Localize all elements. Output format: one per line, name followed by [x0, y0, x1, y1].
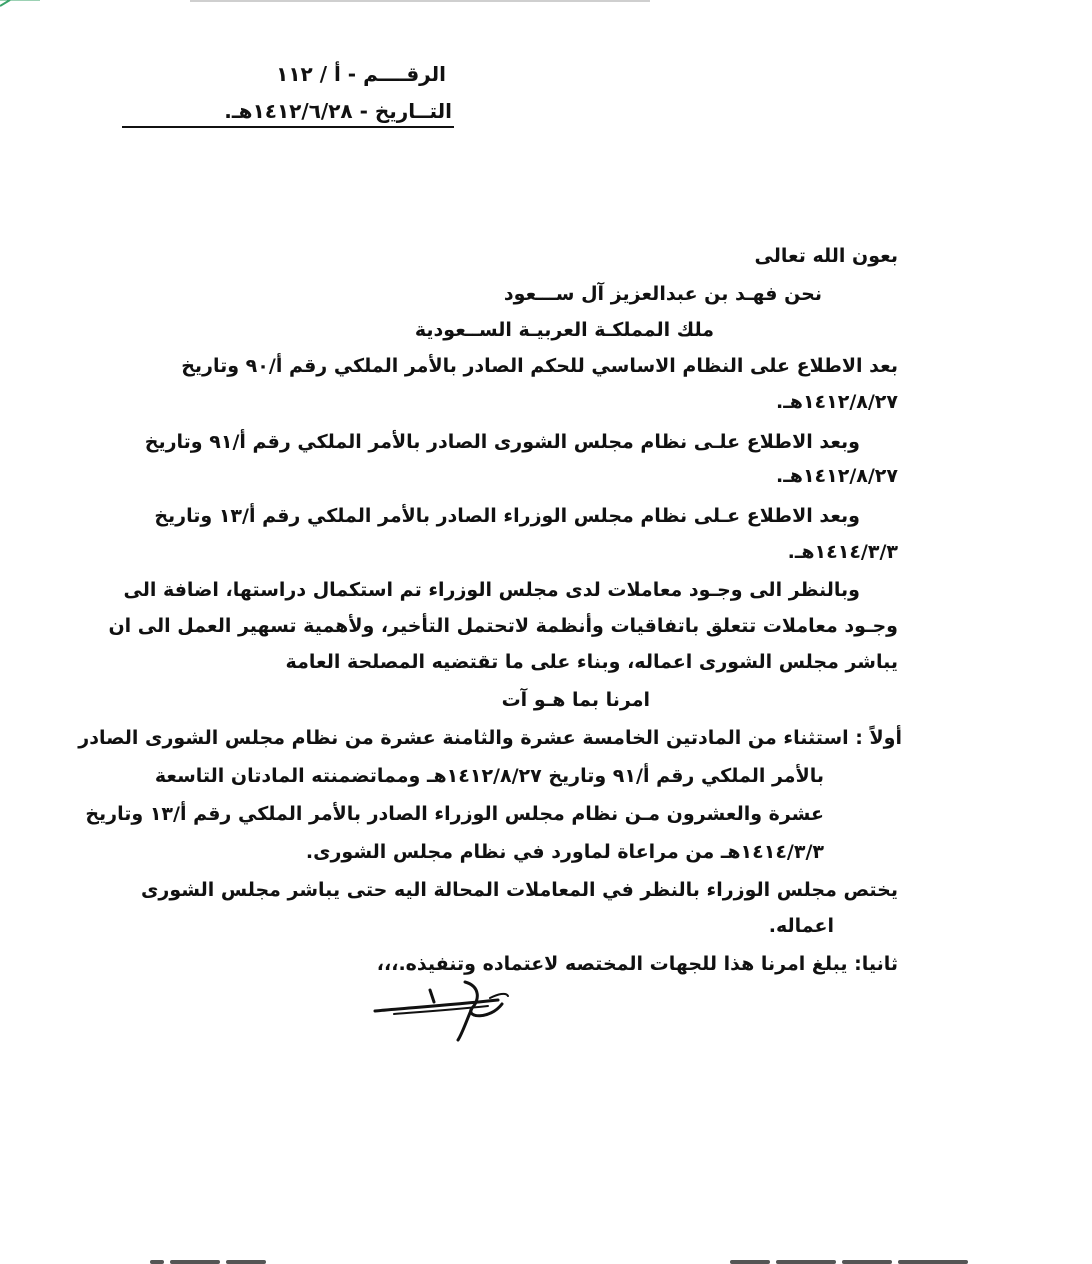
- body-line: ١٤١٢/٨/٢٧هـ.: [776, 465, 898, 487]
- body-line: ١٤١٤/٣/٣هـ من مراعاة لماورد في نظام مجلس الشورى.: [305, 841, 824, 863]
- header-underline: [122, 126, 454, 128]
- footer-fragment-left: [150, 1250, 266, 1264]
- body-line: اعماله.: [768, 915, 834, 937]
- body-line: يختص مجلس الوزراء بالنظر في المعاملات المحالة اليه حتى يباشر مجلس الشورى: [141, 879, 898, 901]
- king-name: نحن فهـد بن عبدالعزيز آل ســـعود: [503, 283, 822, 305]
- corner-mark-icon: [0, 0, 40, 20]
- body-line: عشرة والعشرون مـن نظام مجلس الوزراء الصادر بالأمر الملكي رقم أ/١٣ وتاريخ: [85, 803, 824, 825]
- body-line: وجـود معاملات تتعلق باتفاقيات وأنظمة لاتحتمل التأخير، ولأهمية تسهير العمل الى ان: [108, 615, 898, 637]
- handwritten-signature-icon: [370, 978, 510, 1048]
- body-line: بالأمر الملكي رقم أ/٩١ وتاريخ ١٤١٢/٨/٢٧هـ ومماتضمنته المادتان التاسعة: [154, 765, 824, 787]
- body-line: ١٤١٢/٨/٢٧هـ.: [776, 391, 898, 413]
- footer-fragment-right: [730, 1250, 968, 1264]
- king-title: ملك المملكـة العربيـة الســعودية: [414, 319, 714, 341]
- command-heading: امرنا بما هـو آت: [501, 689, 650, 711]
- body-line: ثانيا: يبلغ امرنا هذا للجهات المختصه لاعتماده وتنفيذه.،،،: [376, 953, 898, 975]
- body-line: أولاً : استثناء من المادتين الخامسة عشرة والثامنة عشرة من نظام مجلس الشورى الصادر: [78, 727, 902, 749]
- body-line: وبالنظر الى وجـود معاملات لدى مجلس الوزراء تم استكمال دراستها، اضافة الى: [123, 579, 860, 601]
- invocation: بعون الله تعالى: [754, 245, 898, 267]
- body-line: يباشر مجلس الشورى اعماله، وبناء على ما تقتضيه المصلحة العامة: [285, 651, 898, 673]
- body-line: ١٤١٤/٣/٣هـ.: [787, 541, 898, 563]
- body-line: بعد الاطلاع على النظام الاساسي للحكم الصادر بالأمر الملكي رقم أ/٩٠ وتاريخ: [181, 355, 898, 377]
- top-edge-rule: [190, 0, 650, 2]
- body-line: وبعد الاطلاع عـلى نظام مجلس الوزراء الصادر بالأمر الملكي رقم أ/١٣ وتاريخ: [154, 505, 860, 527]
- body-line: وبعد الاطلاع علـى نظام مجلس الشورى الصادر بالأمر الملكي رقم أ/٩١ وتاريخ: [144, 431, 860, 453]
- reference-number: الرقــــم - أ / ١١٢: [276, 62, 446, 86]
- document-date: التــاريخ - ١٤١٢/٦/٢٨هـ.: [224, 99, 452, 123]
